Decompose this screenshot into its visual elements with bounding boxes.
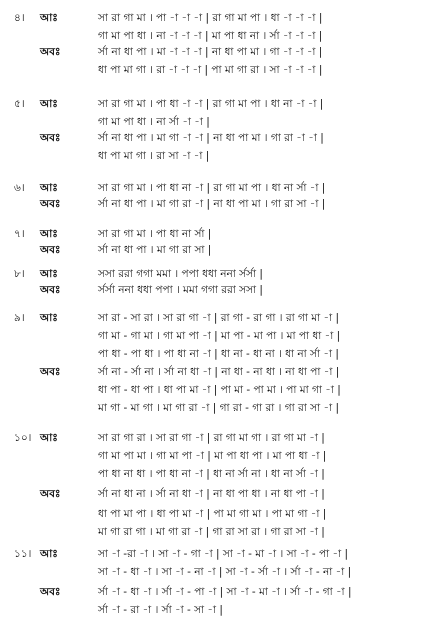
notation-line: গা মা পা ধা । না র্সা -া -া |	[98, 116, 210, 128]
exercise-number: ১০।	[14, 432, 32, 444]
notation-line: র্সা -া - ধা -া । র্সা -া - পা -া | সা -া - মা -া । র্সা -া - গা -া |	[98, 586, 352, 598]
aroho-label: আঃ	[40, 432, 58, 444]
notation-line: ধা পা - ধা পা । ধা পা মা -া | পা মা - পা মা । পা মা গা -া |	[98, 384, 341, 396]
exercise-number: ৮।	[14, 268, 25, 280]
notation-line: ধা পা মা গা । রা সা -া -া |	[98, 150, 210, 162]
notation-line: সা রা গা মা । পা ধা না -া | রা গা মা পা । ধা না র্সা -া |	[98, 182, 326, 194]
aroho-label: আঃ	[40, 182, 58, 194]
aboroho-label: অবঃ	[40, 244, 61, 256]
aroho-label: আঃ	[40, 268, 58, 280]
exercise-number: ৯।	[14, 312, 25, 324]
aboroho-label: অবঃ	[40, 132, 61, 144]
exercise-number: ৬।	[14, 182, 25, 194]
aroho-label: আঃ	[40, 548, 58, 560]
notation-line: গা মা পা ধা । না -া -া -া | মা পা ধা না । র্সা -া -া -া |	[98, 30, 323, 42]
notation-line: র্সা না - র্সা না । র্সা না ধা -া | না ধা - না ধা । না ধা পা -া |	[98, 366, 340, 378]
aroho-label: আঃ	[40, 12, 58, 24]
notation-line: গা মা পা মা । গা মা পা -া | মা পা ধা পা । মা পা ধা -া |	[98, 450, 327, 462]
notation-line: সসা ররা গগা মমা । পপা ধধা ননা র্সর্সা |	[98, 268, 263, 280]
notation-line: র্সর্সা ননা ধধা পপা । মমা গগা ররা সসা |	[98, 284, 263, 296]
exercise-number: ৫।	[14, 98, 25, 110]
aboroho-label: অবঃ	[40, 488, 61, 500]
notation-line: ধা পা মা গা । রা -া -া -া | পা মা গা রা । সা -া -া -া |	[98, 64, 323, 76]
notation-line: পা ধা - পা ধা । পা ধা না -া | ধা না - ধা না । ধা না র্সা -া |	[98, 348, 339, 360]
aboroho-label: অবঃ	[40, 586, 61, 598]
notation-line: সা রা গা মা । পা -া -া -া | রা গা মা পা । ধা -া -া -া |	[98, 12, 323, 24]
aroho-label: আঃ	[40, 312, 58, 324]
notation-line: মা গা রা গা । মা গা রা -া | গা রা সা রা । গা রা সা -া |	[98, 526, 325, 538]
notation-line: মা গা - মা গা । মা গা রা -া | গা রা - গা রা । গা রা সা -া |	[98, 402, 339, 414]
notation-line: পা ধা না ধা । পা ধা না -া | ধা না র্সা না । ধা না র্সা -া |	[98, 468, 325, 480]
notation-line: র্সা -া - রা -া । র্সা -া - সা -া |	[98, 604, 223, 616]
aroho-label: আঃ	[40, 228, 58, 240]
exercise-number: ৭।	[14, 228, 25, 240]
notation-line: সা -া - ধা -া । সা -া - না -া | সা -া - র্সা -া । র্সা -া - না -া |	[98, 566, 352, 578]
aboroho-label: অবঃ	[40, 366, 61, 378]
aboroho-label: অবঃ	[40, 284, 61, 296]
notation-line: সা রা গা রা । সা রা গা -া | রা গা মা গা । রা গা মা -া |	[98, 432, 325, 444]
aroho-label: আঃ	[40, 98, 58, 110]
notation-line: র্সা না ধা পা । মা গা রা -া | না ধা পা মা । গা রা সা -া |	[98, 198, 326, 210]
notation-line: সা রা - সা রা । সা রা গা -া | রা গা - রা গা । রা গা মা -া |	[98, 312, 339, 324]
notation-line: র্সা না ধা পা । মা -া -া -া | না ধা পা মা । গা -া -া -া |	[98, 46, 323, 58]
notation-line: ধা পা মা পা । ধা পা মা -া | পা মা গা মা । পা মা গা -া |	[98, 508, 327, 520]
notation-line: সা -া -রা -া । সা -া - গা -া | সা -া - মা -া । সা -া - পা -া |	[98, 548, 349, 560]
notation-line: র্সা না ধা পা । মা গা রা সা |	[98, 244, 212, 256]
notation-line: গা মা - গা মা । গা মা পা -া | মা পা - মা পা । মা পা ধা -া |	[98, 330, 341, 342]
aboroho-label: অবঃ	[40, 198, 61, 210]
notation-line: র্সা না ধা পা । মা গা -া -া | না ধা পা মা । গা রা -া -া |	[98, 132, 324, 144]
notation-line: সা রা গা মা । পা ধা না র্সা |	[98, 228, 212, 240]
exercise-number: ৪।	[14, 12, 25, 24]
exercise-number: ১১।	[14, 548, 32, 560]
aboroho-label: অবঃ	[40, 46, 61, 58]
notation-line: র্সা না ধা না । র্সা না ধা -া | না ধা পা ধা । না ধা পা -া |	[98, 488, 325, 500]
notation-line: সা রা গা মা । পা ধা -া -া | রা গা মা পা । ধা না -া -া |	[98, 98, 324, 110]
